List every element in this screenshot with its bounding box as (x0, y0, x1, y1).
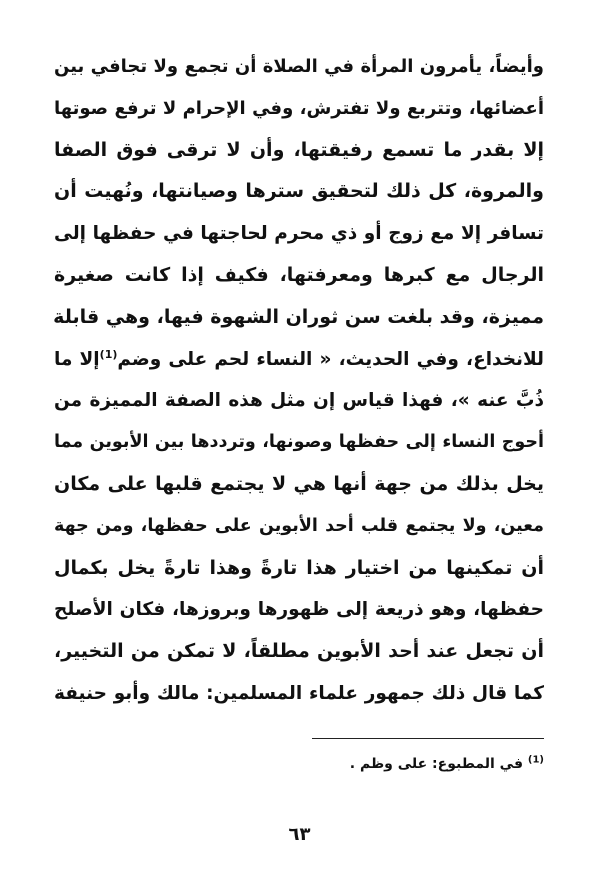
body-text (54, 46, 544, 715)
text-line-1: وأيضاً، يأمرون المرأة في الصلاة أن تجمع ولا تجافي بين (54, 56, 544, 77)
text-line-12: معين، ولا يجتمع قلب أحد الأبوين على حفظها، ومن جهة (54, 515, 544, 536)
text-line-2: أعضائها، وتتربع ولا تفترش، وفي الإحرام لا ترفع صوتها (54, 97, 544, 119)
text-line-16: كما قال ذلك جمهور علماء المسلمين: مالك وأبو حنيفة (54, 682, 544, 704)
text-line-14: حفظها، وهو ذريعة إلى ظهورها وبروزها، فكان الأصلح (54, 599, 544, 621)
text-line-15: أن تجعل عند أحد الأبوين مطلقاً، لا تمكن من التخيير، (54, 640, 544, 663)
footnote-text: في المطبوع: على وظم . (349, 756, 523, 772)
text-line-9: ذُبَّ عنه »، فهذا قياس إن مثل هذه الصفة المميزة من (54, 390, 544, 412)
footnote-divider (312, 738, 544, 739)
text-line-3: إلا بقدر ما تسمع رفيقتها، وأن لا ترقى فوق الصفا (54, 138, 544, 161)
text-line-5: تسافر إلا مع زوج أو ذي محرم لحاجتها في حفظها إلى (54, 223, 544, 245)
text-line-8-end: إلا ما (54, 348, 100, 370)
page-number: ٦٣ (288, 824, 311, 845)
text-line-8 (54, 339, 544, 381)
text-line-11: يخل بذلك من جهة أنها هي لا يجتمع قلبها على مكان (54, 472, 544, 495)
footnote-marker: (1) (527, 754, 544, 766)
text-line-6: الرجال مع كبرها ومعرفتها، فكيف إذا كانت صغيرة (54, 263, 544, 286)
text-line-13: أن تمكينها من اختيار هذا تارةً وهذا تارةً يخل بكمال (54, 556, 544, 579)
text-line-7: مميزة، وقد بلغت سن ثوران الشهوة فيها، وهي قابلة (53, 305, 544, 328)
footnote (54, 752, 544, 776)
text-line-8-start: للانخداع، وفي الحديث، « النساء لحم على وضم (117, 348, 545, 370)
text-line-4: والمروة، كل ذلك لتحقيق سترها وصيانتها، ونُهيت أن (54, 180, 544, 203)
text-line-10: أحوج النساء إلى حفظها وصونها، وترددها بين الأبوين مما (54, 432, 544, 453)
footnote-reference: (1) (99, 347, 118, 361)
